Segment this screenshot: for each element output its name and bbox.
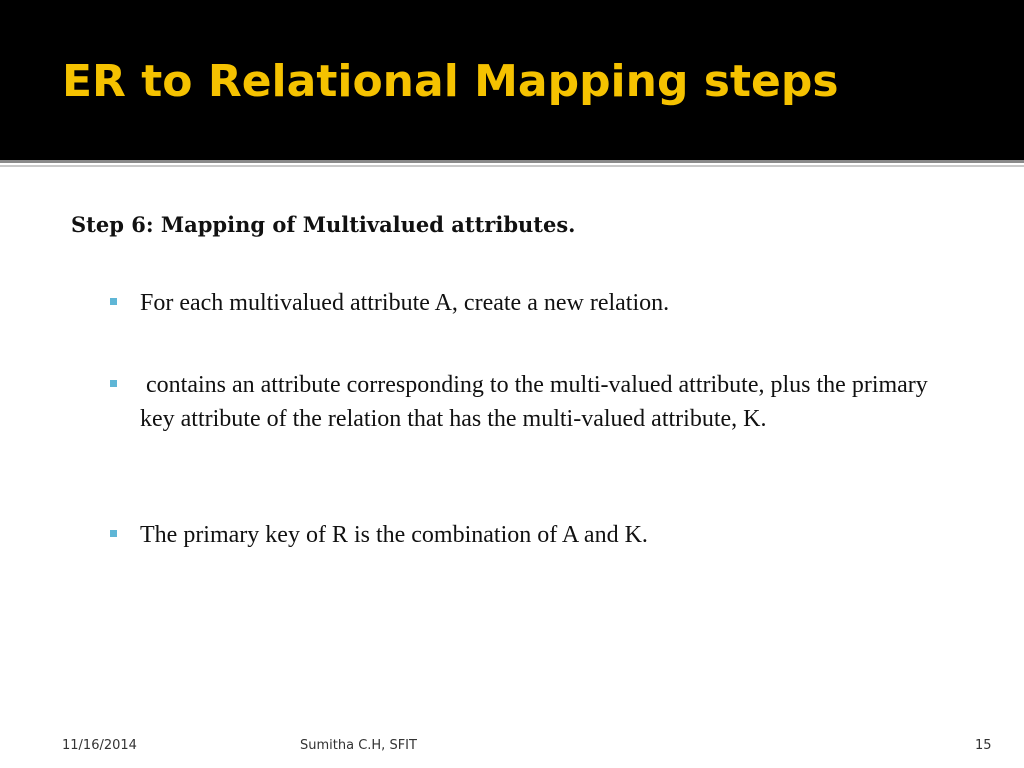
bullet-text: The primary key of R is the combination of A and K. bbox=[140, 522, 648, 548]
bullet-item bbox=[110, 286, 950, 320]
step-heading: Step 6: Mapping of Multivalued attributes. bbox=[71, 212, 576, 237]
slide-title: ER to Relational Mapping steps bbox=[62, 56, 839, 107]
bullet-item bbox=[110, 368, 950, 436]
square-bullet-icon bbox=[110, 530, 117, 537]
bullet-text: contains an attribute corresponding to the multi-valued attribute, plus the primary key attribute of the relation that has the multi-valued attribute, K. bbox=[140, 372, 934, 432]
square-bullet-icon bbox=[110, 380, 117, 387]
bullet-text: For each multivalued attribute A, create a new relation. bbox=[140, 290, 670, 316]
footer-date: 11/16/2014 bbox=[62, 738, 137, 753]
title-divider-light bbox=[0, 165, 1024, 167]
title-divider-dark bbox=[0, 160, 1024, 163]
footer-page-number: 15 bbox=[975, 738, 992, 753]
bullet-item bbox=[110, 518, 950, 552]
square-bullet-icon bbox=[110, 298, 117, 305]
title-bar bbox=[0, 0, 1024, 160]
footer-author: Sumitha C.H, SFIT bbox=[300, 738, 417, 753]
